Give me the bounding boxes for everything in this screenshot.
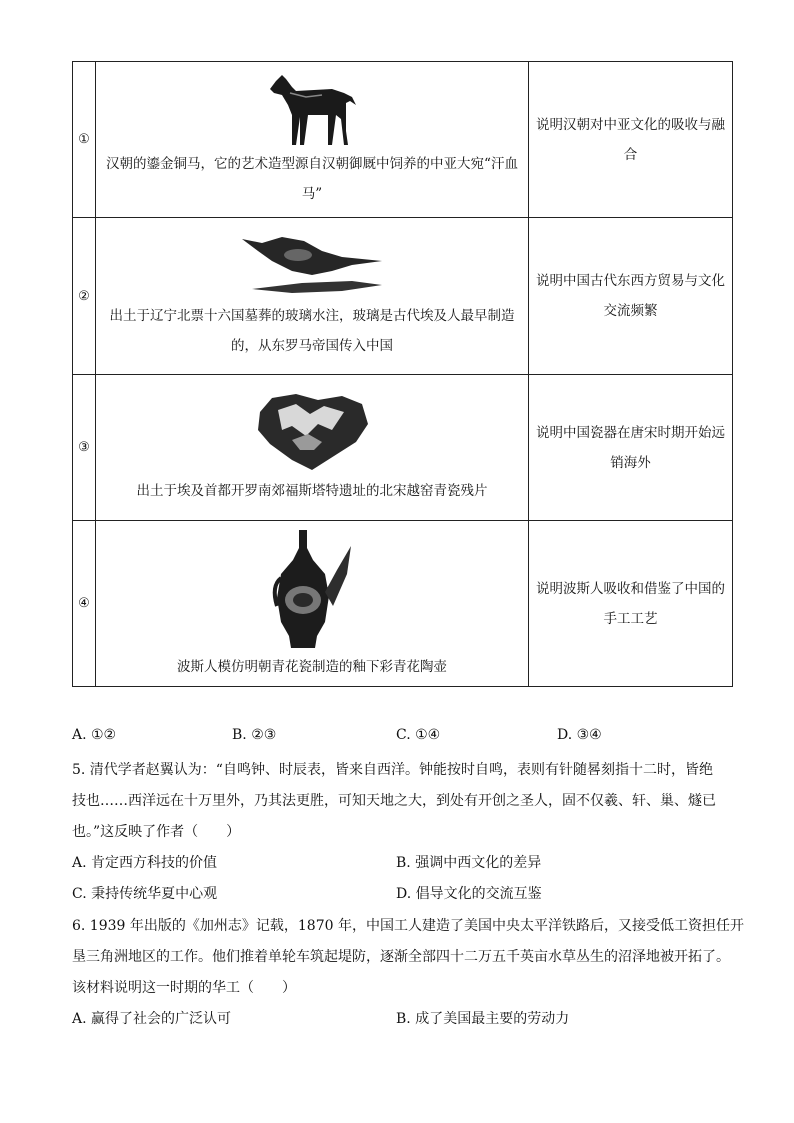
artifact-caption: 出土于辽宁北票十六国墓葬的玻璃水注，玻璃是古代埃及人最早制造的，从东罗马帝国传入中国	[109, 308, 515, 354]
table-row	[73, 218, 733, 375]
table-row	[73, 375, 733, 521]
q5-option-c[interactable]: C. 秉持传统华夏中心观	[72, 886, 218, 902]
q4-option-b[interactable]: B. ②③	[232, 727, 277, 743]
q5-option-b[interactable]: B. 强调中西文化的差异	[396, 855, 542, 871]
artifact-cell	[96, 218, 529, 375]
row-number: ④	[73, 521, 96, 687]
q4-option-d[interactable]: D. ③④	[557, 727, 602, 743]
artifact-caption: 汉朝的鎏金铜马，它的艺术造型源自汉朝御厩中饲养的中亚大宛“汗血马”	[106, 155, 518, 202]
q6-option-b[interactable]: B. 成了美国最主要的劳动力	[396, 1011, 570, 1027]
row-number: ②	[73, 218, 96, 375]
q5-stem-line: 也。”这反映了作者（ ）	[72, 824, 241, 840]
row-number: ③	[73, 375, 96, 521]
q5-stem-line: 5. 清代学者赵翼认为：“自鸣钟、时辰表，皆来自西洋。钟能按时自鸣，表则有针随晷刻指十二时，皆绝	[72, 762, 713, 778]
q6-stem-line: 垦三角洲地区的工作。他们推着单轮车筑起堤防，逐渐全部四十二万五千英亩水草丛生的沼泽地被开拓了。	[72, 949, 730, 965]
artifact-caption: 波斯人模仿明朝青花瓷制造的釉下彩青花陶壶	[177, 658, 447, 675]
q5-stem-line: 技也……西洋远在十万里外，乃其法更胜，可知天地之大，到处有开创之圣人，固不仅羲、轩、巢、燧已	[72, 793, 716, 809]
ewer-image	[267, 526, 357, 652]
conclusion-cell: 说明中国瓷器在唐宋时期开始远销海外	[529, 375, 733, 521]
conclusion-cell: 说明波斯人吸收和借鉴了中国的手工工艺	[529, 521, 733, 687]
q5-option-d[interactable]: D. 倡导文化的交流互鉴	[396, 886, 542, 902]
conclusion-cell: 说明汉朝对中亚文化的吸收与融合	[529, 62, 733, 218]
artifact-caption: 出土于埃及首都开罗南郊福斯塔特遗址的北宋越窑青瓷残片	[136, 482, 488, 499]
comparison-table	[72, 61, 733, 687]
row-number: ①	[73, 62, 96, 218]
q5-option-a[interactable]: A. 肯定西方科技的价值	[72, 855, 218, 871]
table-row	[73, 521, 733, 687]
q4-option-a[interactable]: A. ①②	[72, 727, 117, 743]
q6-stem-line: 该材料说明这一时期的华工（ ）	[72, 980, 296, 996]
q6-option-a[interactable]: A. 赢得了社会的广泛认可	[72, 1011, 232, 1027]
q6-stem-line: 6. 1939 年出版的《加州志》记载，1870 年，中国工人建造了美国中央太平洋铁路后，又接受低工资担任开	[72, 918, 744, 934]
glass-vessel-image	[232, 231, 392, 301]
artifact-cell	[96, 521, 529, 687]
conclusion-cell: 说明中国古代东西方贸易与文化交流频繁	[529, 218, 733, 375]
table-row	[73, 62, 733, 218]
bronze-horse-image	[262, 71, 362, 149]
porcelain-shard-image	[252, 390, 372, 476]
q4-option-c[interactable]: C. ①④	[396, 727, 441, 743]
artifact-cell	[96, 62, 529, 218]
artifact-cell	[96, 375, 529, 521]
